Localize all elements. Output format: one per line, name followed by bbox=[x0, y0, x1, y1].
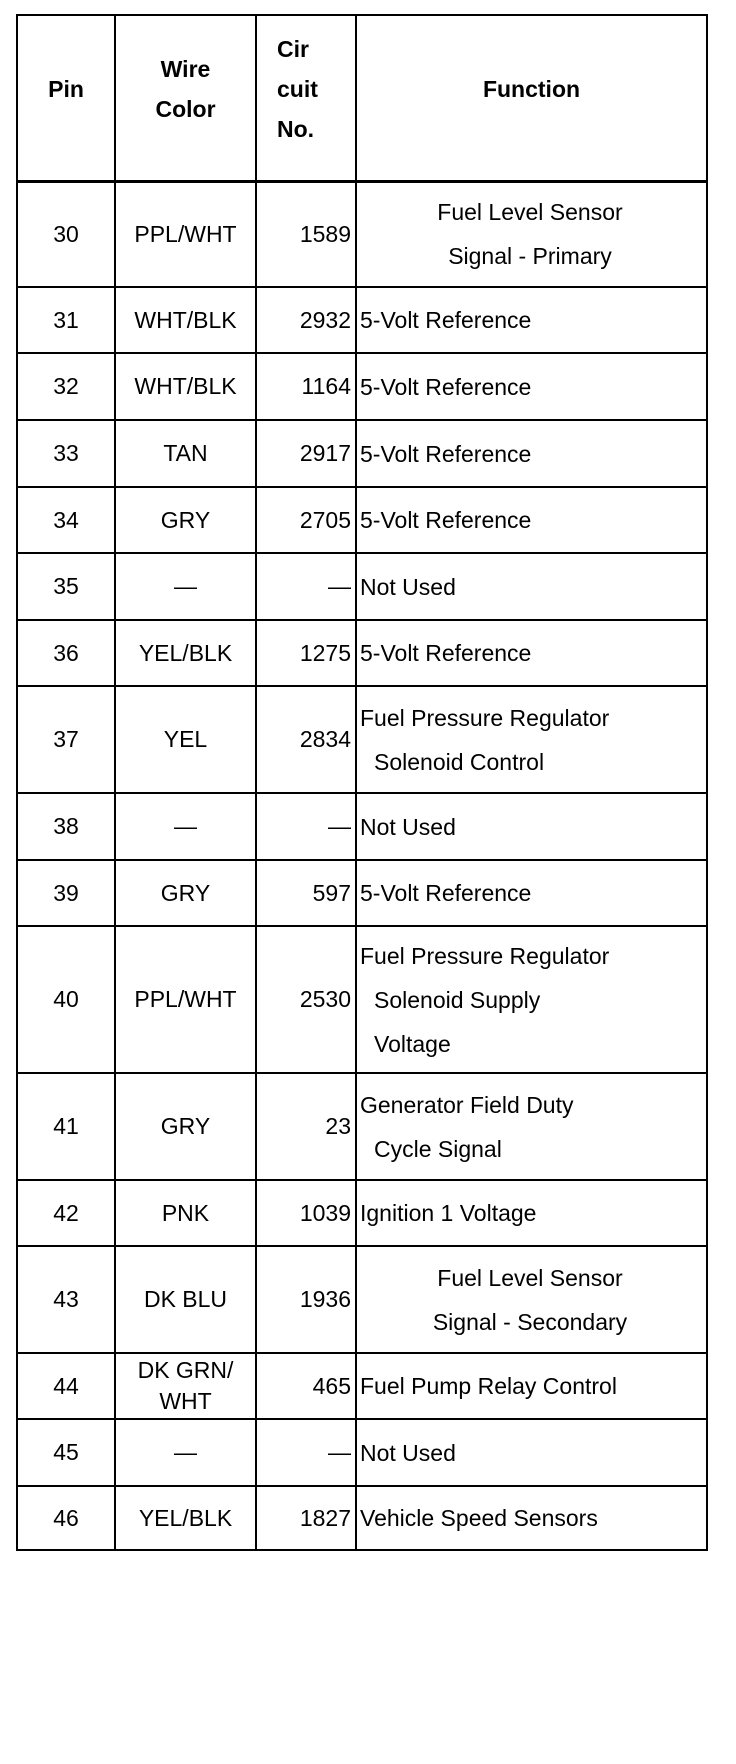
function-text: Signal - Primary bbox=[448, 243, 612, 270]
wire-color-text: — bbox=[174, 1439, 197, 1465]
circuit-number-cell: 597 bbox=[256, 860, 356, 926]
wire-color-cell bbox=[115, 620, 256, 686]
function-cell bbox=[356, 353, 707, 420]
pin-cell: 34 bbox=[17, 487, 115, 553]
circuit-number-cell: 2932 bbox=[256, 287, 356, 353]
circuit-number-cell: 2705 bbox=[256, 487, 356, 553]
pin-cell: 39 bbox=[17, 860, 115, 926]
table-row bbox=[17, 420, 707, 487]
wire-color-text: — bbox=[174, 573, 197, 599]
function-text: 5-Volt Reference bbox=[360, 507, 532, 533]
function-cell bbox=[356, 926, 707, 1073]
header-circuit-line: cuit bbox=[277, 75, 318, 102]
circuit-number-cell: — bbox=[256, 553, 356, 620]
wire-color-cell bbox=[115, 487, 256, 553]
header-circuit-no bbox=[256, 15, 356, 181]
table-row bbox=[17, 620, 707, 686]
function-text: Fuel Level Sensor bbox=[437, 199, 623, 226]
circuit-number-cell: 2834 bbox=[256, 686, 356, 793]
table-row bbox=[17, 353, 707, 420]
pin-cell: 44 bbox=[17, 1353, 115, 1419]
pin-cell: 45 bbox=[17, 1419, 115, 1486]
function-text: Fuel Level Sensor bbox=[437, 1264, 623, 1291]
function-cell bbox=[356, 1180, 707, 1246]
wire-color-cell bbox=[115, 926, 256, 1073]
wire-color-text: WHT bbox=[159, 1388, 212, 1414]
circuit-number-cell: 1936 bbox=[256, 1246, 356, 1353]
function-text: Solenoid Control bbox=[374, 748, 545, 775]
function-text: Signal - Secondary bbox=[432, 1308, 628, 1335]
function-cell bbox=[356, 181, 707, 287]
wire-color-text: DK GRN/ bbox=[137, 1357, 234, 1383]
function-cell bbox=[356, 1419, 707, 1486]
function-cell bbox=[356, 1246, 707, 1353]
pin-cell: 37 bbox=[17, 686, 115, 793]
table-row bbox=[17, 1486, 707, 1550]
pin-cell: 35 bbox=[17, 553, 115, 620]
function-text: Not Used bbox=[360, 813, 456, 840]
pin-cell: 32 bbox=[17, 353, 115, 420]
wire-color-text: PPL/WHT bbox=[134, 986, 237, 1012]
function-cell bbox=[356, 553, 707, 620]
wire-color-cell bbox=[115, 353, 256, 420]
wire-color-text: DK BLU bbox=[143, 1286, 228, 1312]
wire-color-cell bbox=[115, 860, 256, 926]
pin-cell: 42 bbox=[17, 1180, 115, 1246]
header-wire-line: Color bbox=[155, 95, 216, 122]
pin-cell: 33 bbox=[17, 420, 115, 487]
wire-color-cell bbox=[115, 1180, 256, 1246]
wire-color-cell bbox=[115, 287, 256, 353]
wire-color-cell bbox=[115, 181, 256, 287]
table-row bbox=[17, 487, 707, 553]
table-row bbox=[17, 287, 707, 353]
function-cell bbox=[356, 1073, 707, 1180]
wire-color-text: GRY bbox=[160, 1113, 211, 1139]
wire-color-cell bbox=[115, 420, 256, 487]
function-text: 5-Volt Reference bbox=[360, 373, 532, 400]
function-cell bbox=[356, 287, 707, 353]
wire-color-text: TAN bbox=[163, 440, 208, 466]
function-text: Solenoid Supply bbox=[374, 986, 541, 1013]
wire-color-text: GRY bbox=[160, 879, 211, 906]
table-row bbox=[17, 1353, 707, 1419]
function-cell bbox=[356, 487, 707, 553]
circuit-number-cell: 1589 bbox=[256, 181, 356, 287]
function-text: 5-Volt Reference bbox=[360, 440, 532, 467]
function-text: 5-Volt Reference bbox=[360, 640, 532, 666]
function-cell bbox=[356, 620, 707, 686]
table-row bbox=[17, 793, 707, 860]
pin-cell: 46 bbox=[17, 1486, 115, 1550]
function-text: Fuel Pump Relay Control bbox=[360, 1373, 617, 1399]
function-text: Fuel Pressure Regulator bbox=[360, 942, 610, 969]
table-row bbox=[17, 1246, 707, 1353]
wire-color-cell bbox=[115, 686, 256, 793]
circuit-number-cell: — bbox=[256, 793, 356, 860]
header-circuit-line: No. bbox=[277, 115, 315, 142]
wire-color-cell bbox=[115, 1419, 256, 1486]
function-text: 5-Volt Reference bbox=[360, 307, 532, 333]
wire-color-text: YEL bbox=[163, 726, 208, 752]
pin-cell: 38 bbox=[17, 793, 115, 860]
header-circuit-line: Cir bbox=[277, 35, 309, 62]
table-row bbox=[17, 686, 707, 793]
pin-cell: 36 bbox=[17, 620, 115, 686]
wire-color-text: WHT/BLK bbox=[134, 373, 237, 399]
function-cell bbox=[356, 793, 707, 860]
function-cell bbox=[356, 1486, 707, 1550]
table-row bbox=[17, 1073, 707, 1180]
circuit-number-cell: 1827 bbox=[256, 1486, 356, 1550]
wire-color-cell bbox=[115, 793, 256, 860]
wire-color-text: PPL/WHT bbox=[134, 220, 237, 247]
table-row bbox=[17, 1419, 707, 1486]
header-pin: Pin bbox=[17, 15, 115, 181]
wire-color-cell bbox=[115, 1486, 256, 1550]
function-text: Not Used bbox=[360, 573, 456, 600]
circuit-number-cell: 2530 bbox=[256, 926, 356, 1073]
wire-color-text: YEL/BLK bbox=[138, 1504, 233, 1531]
function-cell bbox=[356, 1353, 707, 1419]
function-cell bbox=[356, 860, 707, 926]
circuit-number-cell: 465 bbox=[256, 1353, 356, 1419]
wire-color-cell bbox=[115, 1246, 256, 1353]
table-header bbox=[17, 15, 707, 181]
circuit-number-cell: 23 bbox=[256, 1073, 356, 1180]
function-text: Vehicle Speed Sensors bbox=[360, 1505, 598, 1531]
table-row bbox=[17, 860, 707, 926]
function-text: Voltage bbox=[374, 1030, 451, 1057]
pin-cell: 31 bbox=[17, 287, 115, 353]
table-row bbox=[17, 181, 707, 287]
function-text: Generator Field Duty bbox=[360, 1091, 574, 1118]
circuit-number-cell: 1039 bbox=[256, 1180, 356, 1246]
wire-color-text: — bbox=[174, 813, 197, 839]
table-row bbox=[17, 926, 707, 1073]
function-text: 5-Volt Reference bbox=[360, 880, 532, 906]
function-text: Fuel Pressure Regulator bbox=[360, 704, 610, 731]
function-text: Not Used bbox=[360, 1439, 456, 1466]
table-row bbox=[17, 553, 707, 620]
pin-cell: 41 bbox=[17, 1073, 115, 1180]
function-text: Cycle Signal bbox=[374, 1135, 502, 1162]
pin-table bbox=[16, 14, 708, 1551]
circuit-number-cell: 1275 bbox=[256, 620, 356, 686]
pin-cell: 30 bbox=[17, 181, 115, 287]
function-cell bbox=[356, 686, 707, 793]
header-wire-line: Wire bbox=[160, 55, 211, 82]
pin-cell: 40 bbox=[17, 926, 115, 1073]
header-wire-color bbox=[115, 15, 256, 181]
table-row bbox=[17, 1180, 707, 1246]
wire-color-text: GRY bbox=[160, 506, 211, 533]
header-function: Function bbox=[356, 15, 707, 181]
function-cell bbox=[356, 420, 707, 487]
function-text: Ignition 1 Voltage bbox=[360, 1200, 537, 1226]
table-body bbox=[17, 181, 707, 1550]
wire-color-cell bbox=[115, 1353, 256, 1419]
circuit-number-cell: — bbox=[256, 1419, 356, 1486]
circuit-number-cell: 2917 bbox=[256, 420, 356, 487]
circuit-number-cell: 1164 bbox=[256, 353, 356, 420]
wire-color-cell bbox=[115, 1073, 256, 1180]
wire-color-cell bbox=[115, 553, 256, 620]
wire-color-text: WHT/BLK bbox=[134, 306, 237, 333]
wire-color-text: YEL/BLK bbox=[138, 639, 233, 666]
wire-color-text: PNK bbox=[161, 1199, 210, 1226]
pin-cell: 43 bbox=[17, 1246, 115, 1353]
